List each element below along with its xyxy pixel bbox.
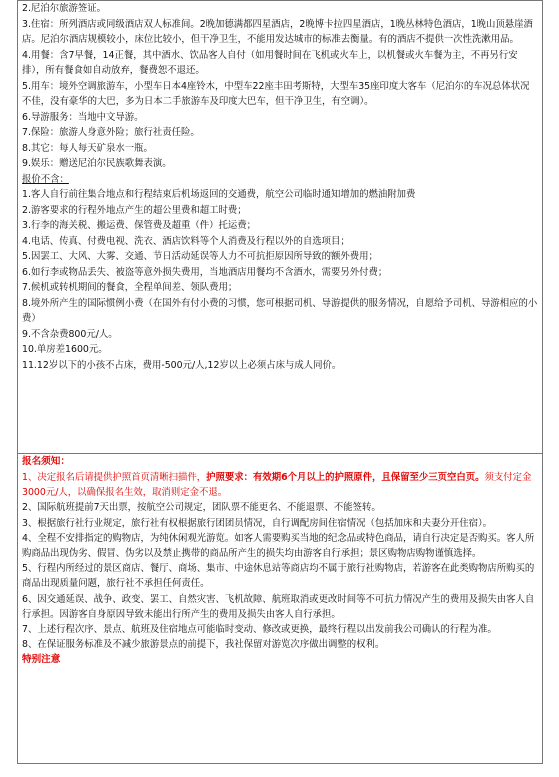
exclude-item: 10.单房差1600元。 — [22, 344, 108, 355]
notice-item: 4、全程不安排指定的购物店，为纯休闲观光游览。如客人需要购买当地的纪念品或特色商品，请自行决定是否购买。客人所购商品出现伪劣、假冒、伪劣以及禁止携带的商品所产生的损失均由游客自行承担；景区购物店购物谨慎选择。 — [22, 532, 535, 560]
include-item: 8.其它：每人每天矿泉水一瓶。 — [22, 142, 153, 154]
notice-item: 6、因交通延误、战争、政变、罢工、自然灾害、飞机故障、航班取消或更改时间等不可抗力情况产生的费用及损失由客人自行承担。因游客自身原因导致未能出行所产生的费用及损失由客人自行承担。 — [22, 593, 535, 620]
include-item: 3.住宿：所列酒店或同级酒店双人标准间。2晚加德满都四星酒店，2晚博卡拉四星酒店，1晚丛林特色酒店，1晚山顶悬崖酒店。尼泊尔酒店规模较小，床位比较小，但干净卫生，不能用发达城市的标准去衡量。有的酒店不提供一次性洗漱用品。 — [22, 18, 533, 45]
notice-item: 2、国际航班提前7天出票，按航空公司规定，团队票不能更名、不能退票、不能签转。 — [22, 502, 381, 514]
special-notice-title: 特别注意 — [22, 654, 61, 666]
cost-section — [18, 1, 542, 453]
notice-item-passport — [22, 470, 538, 500]
notice-section — [18, 453, 542, 764]
include-item: 5.用车：境外空调旅游车，小型车日本4座铃木，中型车22座丰田考斯特，大型车35座印度大客车（尼泊尔的车况总体状况不佳，没有豪华的大巴，多为日本二手旅游车及印度大巴车，但干净卫生，有空调）。 — [22, 80, 530, 107]
exclude-item: 7.候机或转机期间的餐食，全程单间差、领队费用； — [22, 282, 238, 293]
include-item: 9.娱乐：赠送尼泊尔民族歌舞表演。 — [22, 158, 172, 169]
deposit-requirement: 须支付定金3000元/人，以确保报名生效，取消则定金不退。 — [22, 472, 532, 499]
exclude-item: 9.不含杂费800元/人。 — [22, 328, 118, 340]
notice-item: 3、根据旅行社行业规定，旅行社有权根据旅行团团员情况，自行调配房间住宿情况（包括加床和夫妻分开住宿）。 — [22, 517, 493, 529]
exclude-item: 1.客人自行前往集合地点和行程结束后机场返回的交通费，航空公司临时通知增加的燃油附加费 — [22, 189, 416, 200]
notice-item: 5、行程内所经过的景区商店、餐厅、商场、集市、中途休息站等商店均不属于旅行社购物店，若游客在此类购物店所购买的商品出现质量问题，旅行社不承担任何责任。 — [22, 563, 535, 590]
include-item: 4.用餐：含7早餐，14正餐，其中酒水、饮品客人自付（如用餐时间在飞机或火车上，以机餐或火车餐为主，不再另行安排），所有餐食如自动放弃，餐费恕不退还。 — [22, 49, 518, 76]
exclude-item: 2.游客要求的行程外地点产生的超公里费和超工时费； — [22, 204, 247, 216]
exclude-item: 4.电话、传真、付费电视、洗衣、酒店饮料等个人消费及行程以外的自选项目； — [22, 235, 350, 247]
exclude-item: 5.因罢工、大风、大雾、交通、节日活动延误等人力不可抗拒原因所导致的额外费用； — [22, 251, 378, 262]
itinerary-frame — [17, 0, 543, 764]
notice-title: 报名须知： — [22, 456, 70, 467]
exclude-item: 6.如行李或物品丢失、被盗等意外损失费用，当地酒店用餐均不含酒水，需要另外付费； — [22, 266, 388, 278]
exclude-item: 11.12岁以下的小孩不占床，费用-500元/人,12岁以上必须占床与成人同价。 — [22, 359, 342, 371]
include-item: 6.导游服务：当地中文导游。 — [22, 111, 144, 123]
exclude-item: 3.行李的海关税、搬运费、保管费及超重（件）托运费； — [22, 220, 256, 231]
passport-requirement: 护照要求：有效期6个月以上的护照原件，且保留至少三页空白页。 — [206, 472, 485, 483]
exclude-item: 8.境外所产生的国际惯例小费（在国外有付小费的习惯，您可根据司机、导游提供的服务情况，自愿给予司机、导游相应的小费） — [22, 297, 538, 324]
notice-item: 8、在保证服务标准及不减少旅游景点的前提下，我社保留对游览次序做出调整的权利。 — [22, 639, 385, 651]
include-item: 2.尼泊尔旅游签证。 — [22, 3, 106, 14]
include-item: 7.保险：旅游人身意外险；旅行社责任险。 — [22, 127, 200, 138]
notice-item-passport-prefix: 1、决定报名后请提供护照首页清晰扫描件， — [22, 472, 207, 483]
exclude-title: 报价不含： — [22, 173, 69, 185]
notice-item: 7、上述行程次序、景点、航班及住宿地点可能临时变动、修改或更换，最终行程以出发前我公司确认的行程为准。 — [22, 624, 497, 636]
